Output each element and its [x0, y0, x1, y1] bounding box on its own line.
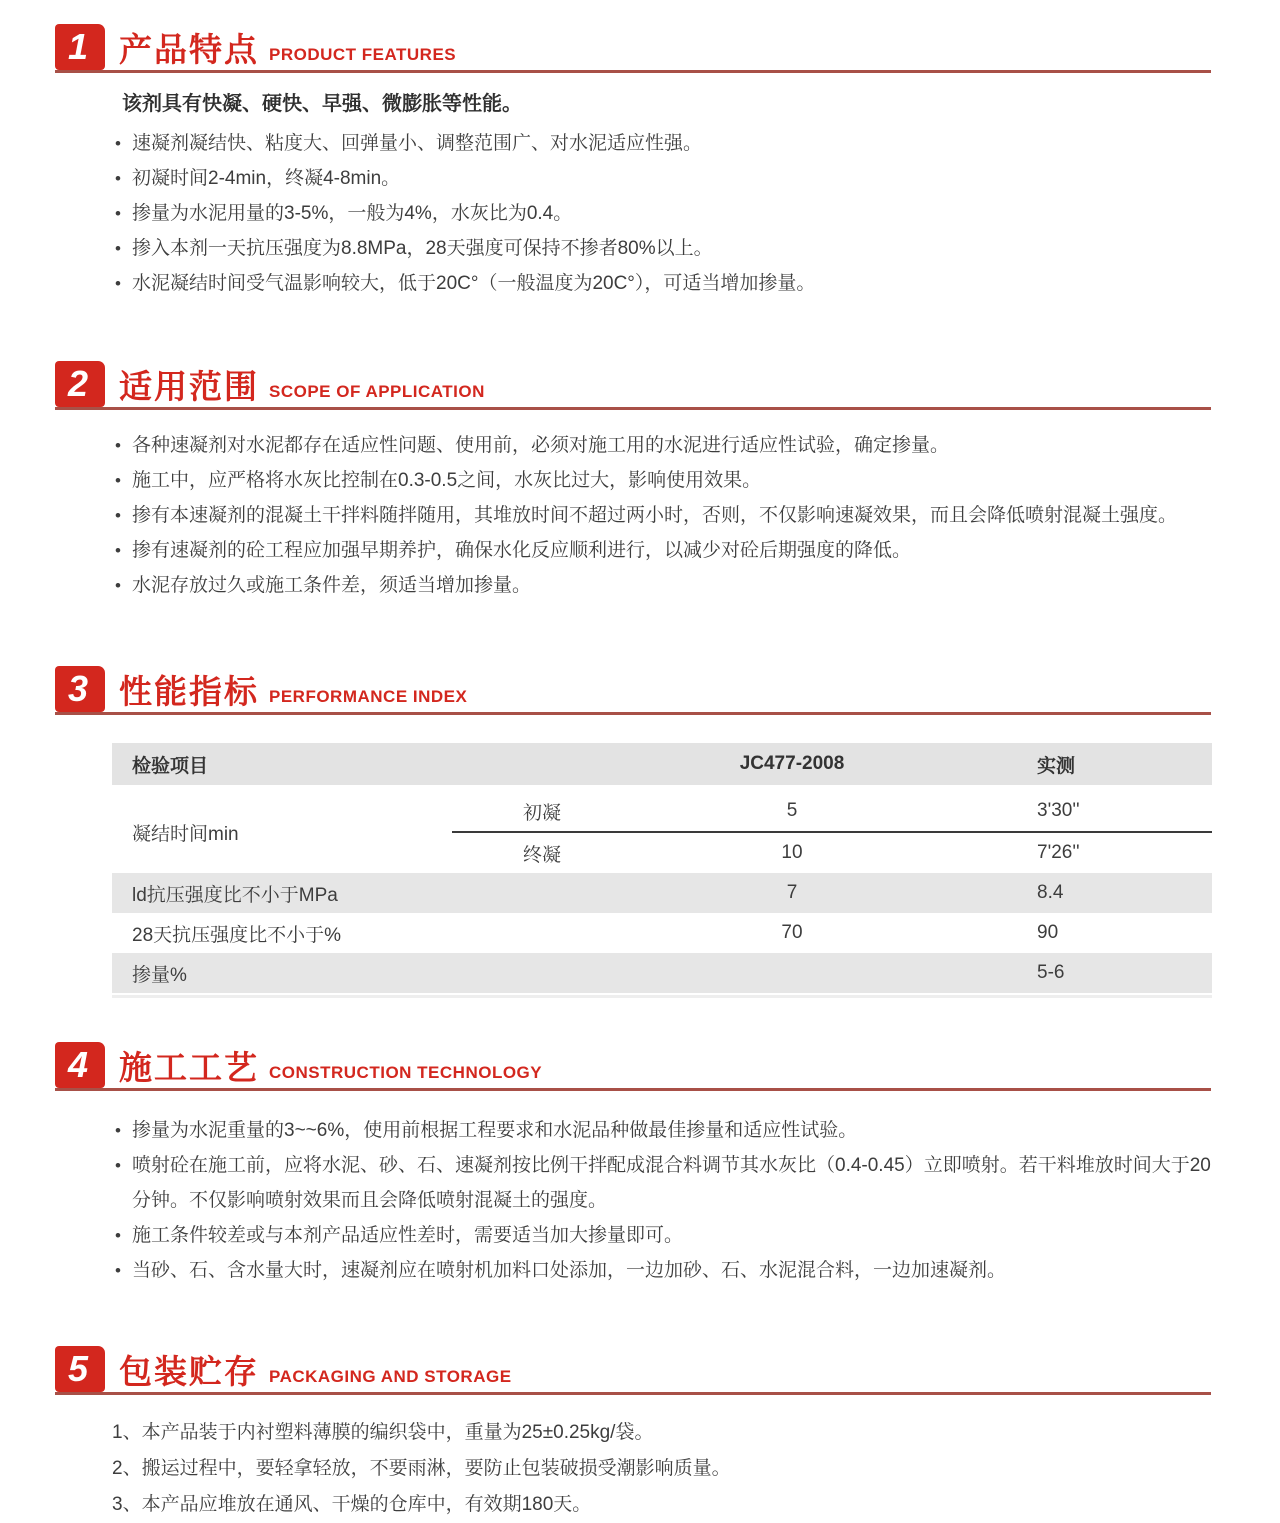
table-cell-measured: 5-6 — [1037, 962, 1065, 983]
bullet-item — [132, 196, 1220, 231]
table-header-row — [112, 743, 1212, 785]
bullet-text: 掺有速凝剂的砼工程应加强早期养护，确保水化反应顺利进行，以减少对砼后期强度的降低。 — [132, 540, 912, 561]
bullet-item — [132, 1253, 1220, 1288]
bullet-text: 水泥凝结时间受气温影响较大，低于20C°（一般温度为20C°），可适当增加掺量。 — [132, 273, 816, 294]
section-number-badge — [55, 1042, 105, 1088]
section-gap — [0, 1288, 1280, 1346]
bullet-text: 速凝剂凝结快、粘度大、回弹量小、调整范围广、对水泥适应性强。 — [132, 133, 703, 154]
section-number-badge — [55, 666, 105, 712]
table-cell-measured: 8.4 — [1037, 882, 1064, 903]
section-intro: 该剂具有快凝、硬快、早强、微膨胀等性能。 — [122, 93, 522, 115]
section-gap — [0, 301, 1280, 361]
bullet-text: 初凝时间2-4min，终凝4-8min。 — [132, 168, 401, 189]
bullet-item — [132, 1113, 1220, 1148]
section-gap — [0, 998, 1280, 1042]
bullet-text: 喷射砼在施工前，应将水泥、砂、石、速凝剂按比例干拌配成混合料调节其水灰比（0.4-0.45）立即喷射。若干料堆放时间大于20分钟。不仅影响喷射效果而且会降低喷射混凝土的强度。 — [132, 1155, 1211, 1211]
section-performance-index — [0, 666, 1280, 998]
section-product-features — [0, 24, 1280, 301]
bullet-item — [132, 1218, 1220, 1253]
bullet-item — [132, 231, 1220, 266]
bullet-list — [0, 1113, 1280, 1288]
section-title-en: PACKAGING AND STORAGE — [269, 1367, 512, 1386]
bullet-text: 施工中，应严格将水灰比控制在0.3-0.5之间，水灰比过大，影响使用效果。 — [132, 470, 762, 491]
numbered-text: 2、搬运过程中，要轻拿轻放，不要雨淋，要防止包装破损受潮影响质量。 — [112, 1458, 731, 1479]
section-number-badge — [55, 1346, 105, 1392]
table-cell-standard: 10 — [781, 842, 803, 863]
table-header-item: 检验项目 — [132, 755, 209, 777]
section-title-cn: 包装贮存 — [119, 1353, 259, 1390]
table-header-standard: JC477-2008 — [739, 753, 845, 774]
section-packaging-and-storage — [0, 1346, 1280, 1523]
bullet-item — [132, 161, 1220, 196]
table-row — [112, 953, 1212, 993]
table-subrow-initial-set — [452, 791, 1212, 831]
section-header — [55, 1346, 1211, 1395]
numbered-item — [112, 1487, 1220, 1523]
table-cell-item: 28天抗压强度比不小于% — [132, 924, 342, 946]
section-title-en: PRODUCT FEATURES — [269, 45, 457, 64]
performance-table — [112, 743, 1212, 998]
section-number: 4 — [67, 1044, 89, 1085]
table-header-measured: 实测 — [1037, 755, 1076, 777]
section-title-cn: 施工工艺 — [119, 1049, 259, 1086]
bullet-text: 掺入本剂一天抗压强度为8.8MPa，28天强度可保持不掺者80%以上。 — [132, 238, 713, 259]
table-cell-standard: 70 — [781, 922, 803, 943]
table-cell-item: 掺量% — [132, 964, 187, 986]
section-title-en: SCOPE OF APPLICATION — [269, 382, 485, 401]
section-number-badge — [55, 24, 105, 70]
bullet-item — [132, 126, 1220, 161]
section-number: 1 — [67, 26, 89, 67]
table-row-setting-time — [112, 791, 1212, 873]
table-cell-sub: 终凝 — [522, 844, 561, 866]
section-header — [55, 24, 1211, 73]
bullet-text: 掺有本速凝剂的混凝土干拌料随拌随用，其堆放时间不超过两小时，否则，不仅影响速凝效果，而且会降低喷射混凝土强度。 — [132, 505, 1178, 526]
section-title-cn: 产品特点 — [119, 31, 259, 68]
table-cell-sub: 初凝 — [522, 802, 561, 824]
table-subrow-final-set — [452, 833, 1212, 873]
table-row — [112, 913, 1212, 953]
section-scope-of-application — [0, 361, 1280, 603]
bullet-item — [132, 568, 1220, 603]
section-number: 2 — [67, 363, 89, 404]
section-header — [55, 666, 1211, 715]
table-cell-measured: 3'30'' — [1037, 800, 1080, 821]
bullet-text: 水泥存放过久或施工条件差，须适当增加掺量。 — [132, 575, 532, 596]
section-header — [55, 361, 1211, 410]
bullet-item — [132, 463, 1220, 498]
bullet-list — [0, 428, 1280, 603]
bullet-text: 掺量为水泥用量的3-5%，一般为4%，水灰比为0.4。 — [132, 203, 573, 224]
table-cell-item: ld抗压强度比不小于MPa — [132, 884, 338, 906]
bullet-text: 掺量为水泥重量的3~~6%，使用前根据工程要求和水泥品种做最佳掺量和适应性试验。 — [132, 1120, 858, 1141]
bullet-text: 各种速凝剂对水泥都存在适应性问题、使用前，必须对施工用的水泥进行适应性试验，确定掺量。 — [132, 435, 950, 456]
section-title-en: CONSTRUCTION TECHNOLOGY — [269, 1063, 543, 1082]
bullet-item — [132, 498, 1220, 533]
section-title-cn: 适用范围 — [119, 368, 259, 405]
section-number-badge — [55, 361, 105, 407]
section-number: 3 — [67, 668, 89, 709]
numbered-item — [112, 1415, 1220, 1451]
section-title-cn: 性能指标 — [119, 673, 259, 710]
bullet-item — [132, 266, 1220, 301]
section-construction-technology — [0, 1042, 1280, 1288]
bullet-text: 当砂、石、含水量大时，速凝剂应在喷射机加料口处添加，一边加砂、石、水泥混合料，一边加速凝剂。 — [132, 1260, 1007, 1281]
bullet-item — [132, 533, 1220, 568]
bullet-text: 施工条件较差或与本剂产品适应性差时，需要适当加大掺量即可。 — [132, 1225, 684, 1246]
section-number: 5 — [67, 1348, 89, 1389]
section-header — [55, 1042, 1211, 1091]
bullet-item — [132, 428, 1220, 463]
numbered-text: 3、本产品应堆放在通风、干燥的仓库中，有效期180天。 — [112, 1494, 592, 1515]
table-cell-measured: 7'26'' — [1037, 842, 1080, 863]
table-cell-standard: 7 — [786, 882, 798, 903]
numbered-list — [0, 1415, 1280, 1523]
numbered-item — [112, 1451, 1220, 1487]
bullet-item — [132, 1148, 1220, 1218]
table-cell-standard: 5 — [786, 800, 798, 821]
section-title-en: PERFORMANCE INDEX — [269, 687, 468, 706]
table-cell-measured: 90 — [1037, 922, 1059, 943]
section-gap — [0, 603, 1280, 666]
numbered-text: 1、本产品装于内衬塑料薄膜的编织袋中，重量为25±0.25kg/袋。 — [112, 1422, 654, 1443]
bullet-list — [0, 126, 1280, 301]
setting-time-subrows — [452, 791, 1212, 873]
table-cell-item: 凝结时间min — [132, 823, 239, 845]
table-row — [112, 873, 1212, 913]
